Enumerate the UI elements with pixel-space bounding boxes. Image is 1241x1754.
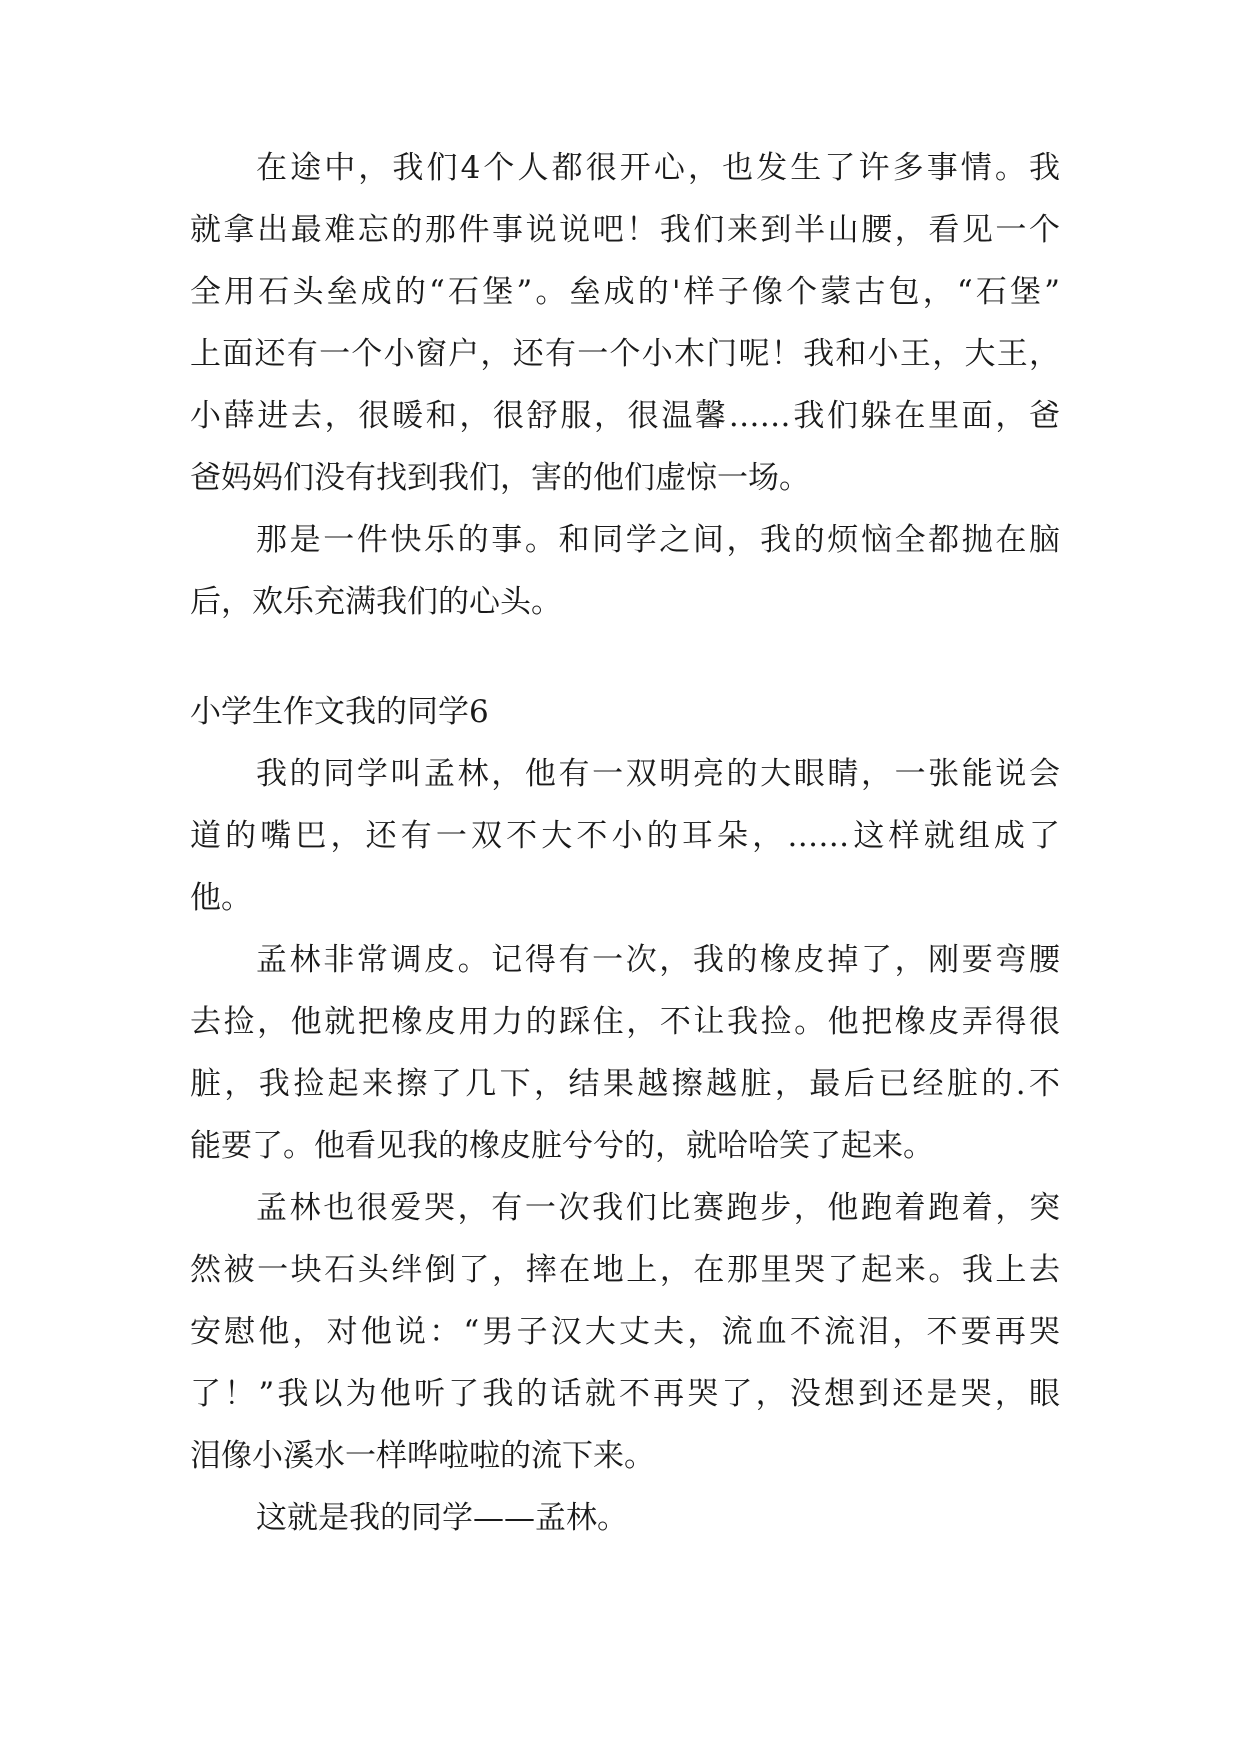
paragraph-line: 孟林非常调皮。记得有一次，我的橡皮掉了，刚要弯腰 xyxy=(256,942,1060,978)
paragraph-line: 这就是我的同学——孟林。 xyxy=(256,1500,628,1536)
paragraph-line: 能要了。他看见我的橡皮脏兮兮的，就哈哈笑了起来。 xyxy=(190,1128,934,1164)
paragraph-line: 脏，我捡起来擦了几下，结果越擦越脏，最后已经脏的.不 xyxy=(190,1066,1060,1102)
paragraph-line: 后，欢乐充满我们的心头。 xyxy=(190,584,562,620)
paragraph-line: 泪像小溪水一样哗啦啦的流下来。 xyxy=(190,1438,655,1474)
paragraph-line: 我的同学叫孟林，他有一双明亮的大眼睛，一张能说会 xyxy=(256,756,1060,792)
paragraph-line: 了！”我以为他听了我的话就不再哭了，没想到还是哭，眼 xyxy=(190,1376,1060,1412)
paragraph-line: 就拿出最难忘的那件事说说吧！我们来到半山腰，看见一个 xyxy=(190,212,1060,248)
section-heading: 小学生作文我的同学6 xyxy=(190,694,489,730)
paragraph-line: 那是一件快乐的事。和同学之间，我的烦恼全都抛在脑 xyxy=(256,522,1060,558)
paragraph-line: 小薛进去，很暖和，很舒服，很温馨……我们躲在里面，爸 xyxy=(190,398,1060,434)
paragraph-line: 道的嘴巴，还有一双不大不小的耳朵，……这样就组成了 xyxy=(190,818,1060,854)
paragraph-line: 他。 xyxy=(190,880,252,916)
paragraph-line: 安慰他，对他说：“男子汉大丈夫，流血不流泪，不要再哭 xyxy=(190,1314,1060,1350)
paragraph-line: 爸妈妈们没有找到我们，害的他们虚惊一场。 xyxy=(190,460,810,496)
paragraph-line: 全用石头垒成的“石堡”。垒成的'样子像个蒙古包，“石堡” xyxy=(190,274,1060,310)
paragraph-line: 然被一块石头绊倒了，摔在地上，在那里哭了起来。我上去 xyxy=(190,1252,1060,1288)
paragraph-line: 孟林也很爱哭，有一次我们比赛跑步，他跑着跑着，突 xyxy=(256,1190,1060,1226)
paragraph-line: 上面还有一个小窗户，还有一个小木门呢！我和小王，大王， xyxy=(190,336,1060,372)
paragraph-line: 在途中，我们4个人都很开心，也发生了许多事情。我 xyxy=(256,150,1060,186)
paragraph-line: 去捡，他就把橡皮用力的踩住，不让我捡。他把橡皮弄得很 xyxy=(190,1004,1060,1040)
